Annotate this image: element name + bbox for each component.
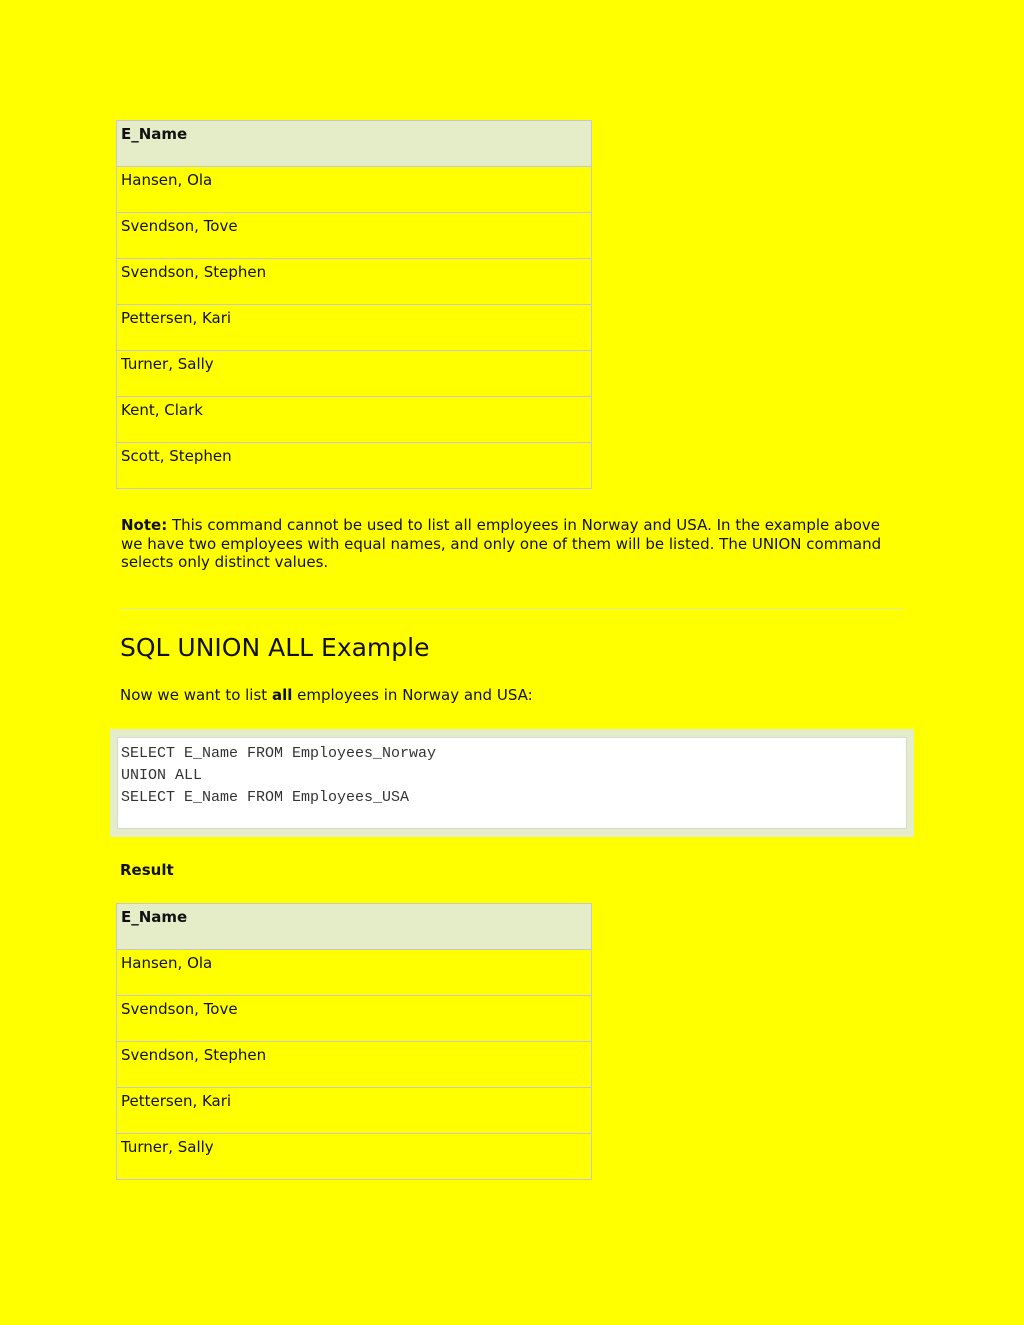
table-cell: Hansen, Ola: [117, 167, 592, 213]
code-example-box: [110, 729, 914, 837]
table-row: [117, 1088, 592, 1134]
table-row: [117, 213, 592, 259]
table-header-row: [117, 904, 592, 950]
table-cell: Scott, Stephen: [117, 443, 592, 489]
table-cell: Svendson, Tove: [117, 213, 592, 259]
note-label: Note:: [121, 516, 168, 534]
intro-bold-word: all: [271, 686, 293, 704]
intro-paragraph: [120, 685, 533, 705]
section-divider: [120, 608, 904, 609]
table-cell: Kent, Clark: [117, 397, 592, 443]
table-cell: Pettersen, Kari: [117, 1088, 592, 1134]
table-cell: Turner, Sally: [117, 1134, 592, 1180]
table-cell: Pettersen, Kari: [117, 305, 592, 351]
table-row: [117, 443, 592, 489]
code-block: [117, 737, 907, 829]
intro-text-after: employees in Norway and USA:: [292, 686, 533, 704]
code-line: SELECT E_Name FROM Employees_Norway: [121, 745, 437, 762]
intro-text-before: Now we want to list: [120, 686, 272, 704]
table-row: [117, 996, 592, 1042]
table-row: [117, 351, 592, 397]
table-cell: Svendson, Tove: [117, 996, 592, 1042]
table-row: [117, 167, 592, 213]
note-paragraph: [121, 516, 901, 572]
table-header-row: [117, 121, 592, 167]
column-header-e-name: E_Name: [117, 904, 592, 950]
table-row: [117, 397, 592, 443]
column-header-e-name: E_Name: [117, 121, 592, 167]
code-line: UNION ALL: [121, 767, 203, 784]
table-row: [117, 259, 592, 305]
result-label: Result: [120, 861, 174, 879]
note-text: This command cannot be used to list all employees in Norway and USA. In the example above we have two employees with equal names, and only one of them will be listed. The UNION command selects only distinct values.: [121, 516, 882, 571]
table-row: [117, 950, 592, 996]
result-table-union: [116, 120, 592, 489]
result-table-union-all: [116, 903, 592, 1180]
table-cell: Svendson, Stephen: [117, 259, 592, 305]
table-cell: Hansen, Ola: [117, 950, 592, 996]
section-heading: SQL UNION ALL Example: [120, 633, 430, 662]
table-cell: Turner, Sally: [117, 351, 592, 397]
table-row: [117, 305, 592, 351]
table-row: [117, 1042, 592, 1088]
code-line: SELECT E_Name FROM Employees_USA: [121, 789, 410, 806]
table-row: [117, 1134, 592, 1180]
table-cell: Svendson, Stephen: [117, 1042, 592, 1088]
